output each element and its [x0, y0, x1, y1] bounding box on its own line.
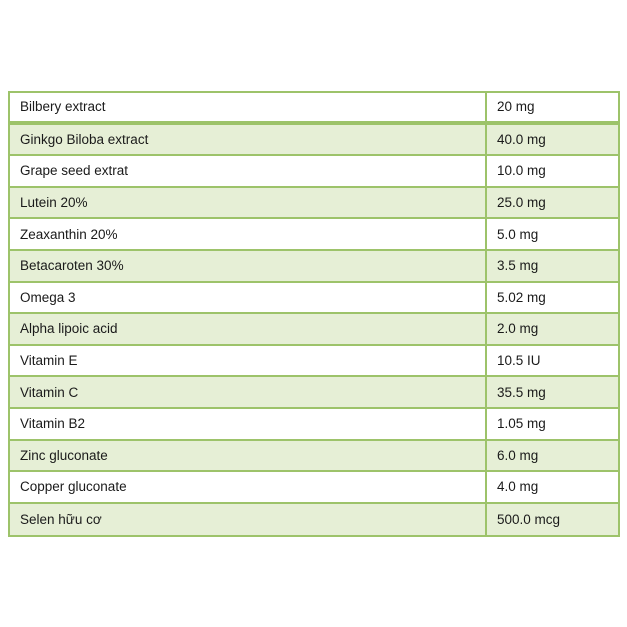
ingredients-table [8, 91, 620, 537]
table-row [10, 441, 618, 473]
ingredient-name: Grape seed extrat [10, 156, 487, 186]
ingredient-name: Vitamin C [10, 377, 487, 407]
ingredient-amount: 4.0 mg [497, 479, 539, 495]
ingredient-name: Betacaroten 30% [10, 251, 487, 281]
ingredient-amount: 25.0 mg [497, 195, 546, 211]
table-row [10, 93, 618, 125]
ingredient-name: Vitamin B2 [10, 409, 487, 439]
ingredient-name: Alpha lipoic acid [10, 314, 487, 344]
table-row [10, 472, 618, 504]
ingredient-name: Bilbery extract [10, 93, 487, 121]
ingredient-name: Selen hữu cơ [10, 504, 487, 536]
table-row [10, 251, 618, 283]
ingredient-amount: 35.5 mg [497, 384, 546, 400]
table-row [10, 283, 618, 315]
ingredient-amount: 5.0 mg [497, 226, 539, 242]
table-row [10, 156, 618, 188]
ingredient-amount: 1.05 mg [497, 416, 546, 432]
table-row [10, 188, 618, 220]
ingredient-amount: 10.5 IU [497, 353, 541, 369]
ingredient-amount: 6.0 mg [497, 447, 539, 463]
table-row [10, 409, 618, 441]
table-row [10, 346, 618, 378]
ingredient-amount: 20 mg [497, 99, 535, 115]
ingredient-name: Omega 3 [10, 283, 487, 313]
ingredient-amount: 3.5 mg [497, 258, 539, 274]
table-row [10, 125, 618, 157]
table-row [10, 219, 618, 251]
ingredient-name: Vitamin E [10, 346, 487, 376]
ingredient-amount: 10.0 mg [497, 163, 546, 179]
table-row [10, 377, 618, 409]
ingredient-amount: 5.02 mg [497, 289, 546, 305]
ingredient-name: Zinc gluconate [10, 441, 487, 471]
ingredient-name: Zeaxanthin 20% [10, 219, 487, 249]
table-row [10, 504, 618, 536]
ingredient-amount: 2.0 mg [497, 321, 539, 337]
table-row [10, 314, 618, 346]
ingredient-name: Copper gluconate [10, 472, 487, 502]
ingredient-amount: 500.0 mcg [497, 512, 561, 528]
ingredient-name: Lutein 20% [10, 188, 487, 218]
ingredient-amount: 40.0 mg [497, 131, 546, 147]
ingredient-name: Ginkgo Biloba extract [10, 125, 487, 155]
